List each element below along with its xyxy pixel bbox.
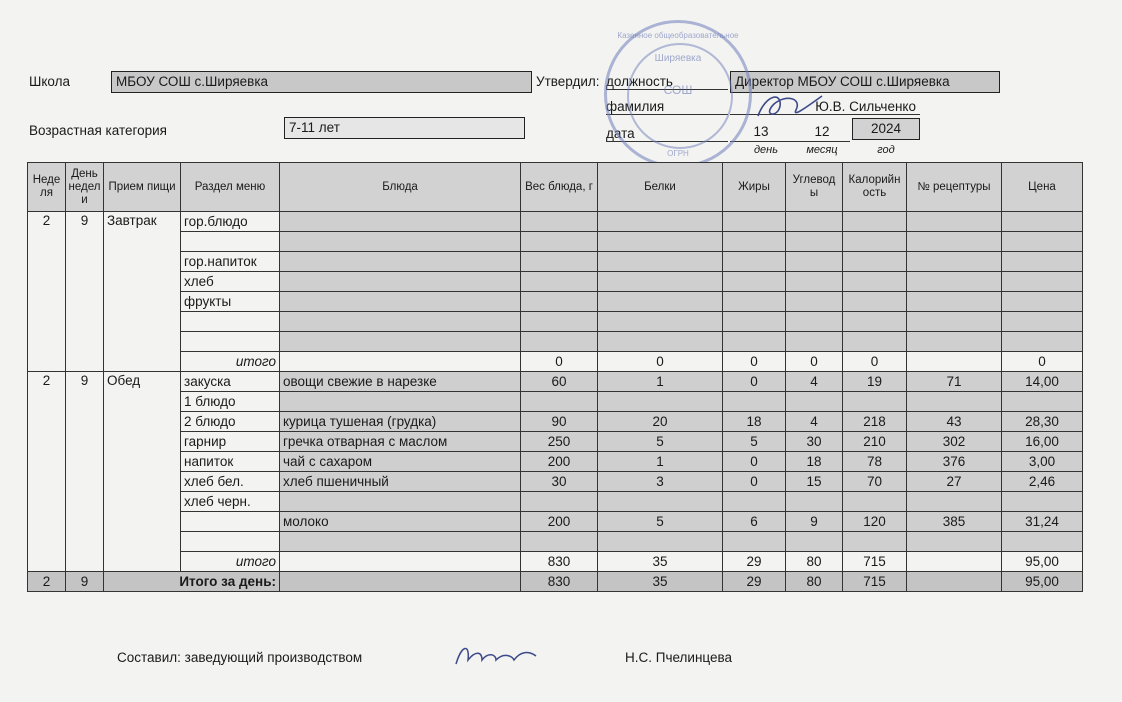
compiler-signature [452, 638, 542, 672]
price-cell [1002, 312, 1083, 332]
price-cell: 2,46 [1002, 472, 1083, 492]
fat-cell: 0 [723, 452, 786, 472]
carbs-cell [786, 492, 843, 512]
price-cell: 3,00 [1002, 452, 1083, 472]
recipe-cell [907, 532, 1002, 552]
date-month: 12 [814, 124, 830, 139]
fat-cell [723, 312, 786, 332]
carbs-cell: 4 [786, 412, 843, 432]
table-row [28, 512, 1083, 532]
fat-cell [723, 332, 786, 352]
carbs-cell: 18 [786, 452, 843, 472]
carbs-cell: 30 [786, 432, 843, 452]
section-cell: 2 блюдо [181, 412, 280, 432]
kcal-cell: 19 [843, 372, 907, 392]
table-row [28, 372, 1083, 392]
dish-cell: гречка отварная с маслом [280, 432, 521, 452]
price-cell [1002, 532, 1083, 552]
weight-cell [521, 252, 598, 272]
kcal-cell [843, 312, 907, 332]
subtotal-row [28, 352, 1083, 372]
day-total-row [28, 572, 1083, 592]
carbs-cell [786, 232, 843, 252]
protein-cell: 1 [598, 372, 723, 392]
col-dish: Блюда [280, 163, 521, 212]
recipe-cell [907, 292, 1002, 312]
recipe-cell [907, 492, 1002, 512]
weight-cell [521, 212, 598, 232]
table-row [28, 252, 1083, 272]
fat-cell: 0 [723, 372, 786, 392]
kcal-cell [843, 292, 907, 312]
section-cell: закуска [181, 372, 280, 392]
price-cell [1002, 272, 1083, 292]
protein-cell [598, 332, 723, 352]
section-cell: хлеб черн. [181, 492, 280, 512]
year-caption: год [877, 144, 895, 156]
week-cell: 2 [28, 212, 66, 372]
table-row [28, 392, 1083, 412]
school-label: Школа [29, 74, 71, 89]
kcal-cell: 210 [843, 432, 907, 452]
total-dish-cell [280, 572, 521, 592]
table-row [28, 432, 1083, 452]
dish-cell [280, 292, 521, 312]
col-weight: Вес блюда, г [521, 163, 598, 212]
school-value: МБОУ СОШ с.Ширяевка [111, 71, 532, 93]
table-row [28, 212, 1083, 232]
date-label: дата [606, 126, 728, 142]
recipe-cell [907, 392, 1002, 412]
kcal-cell [843, 272, 907, 292]
table-row [28, 532, 1083, 552]
subtotal-protein: 35 [598, 552, 723, 572]
fat-cell: 5 [723, 432, 786, 452]
day-caption: день [753, 144, 779, 156]
total-week: 2 [28, 572, 66, 592]
kcal-cell [843, 392, 907, 412]
section-cell: гарнир [181, 432, 280, 452]
carbs-cell: 4 [786, 372, 843, 392]
fat-cell [723, 532, 786, 552]
carbs-cell [786, 392, 843, 412]
total-fat: 29 [723, 572, 786, 592]
subtotal-label: итого [181, 552, 280, 572]
protein-cell [598, 492, 723, 512]
price-cell [1002, 332, 1083, 352]
subtotal-price: 0 [1002, 352, 1083, 372]
subtotal-weight: 0 [521, 352, 598, 372]
subtotal-label: итого [181, 352, 280, 372]
kcal-cell [843, 232, 907, 252]
carbs-cell: 9 [786, 512, 843, 532]
col-kcal: Калорийн ость [843, 163, 907, 212]
price-cell [1002, 492, 1083, 512]
director-signature [752, 86, 832, 126]
total-protein: 35 [598, 572, 723, 592]
recipe-cell: 376 [907, 452, 1002, 472]
carbs-cell: 15 [786, 472, 843, 492]
table-row [28, 232, 1083, 252]
date-year-box [852, 118, 920, 140]
section-cell: напиток [181, 452, 280, 472]
col-protein: Белки [598, 163, 723, 212]
kcal-cell: 78 [843, 452, 907, 472]
section-cell: фрукты [181, 292, 280, 312]
menu-table [27, 162, 1083, 592]
dish-cell [280, 392, 521, 412]
price-cell [1002, 252, 1083, 272]
total-recipe [907, 572, 1002, 592]
kcal-cell [843, 332, 907, 352]
recipe-cell [907, 232, 1002, 252]
carbs-cell [786, 212, 843, 232]
section-cell: гор.напиток [181, 252, 280, 272]
weight-cell: 90 [521, 412, 598, 432]
protein-cell [598, 252, 723, 272]
meal-cell: Обед [104, 372, 181, 572]
weight-cell: 60 [521, 372, 598, 392]
section-cell: хлеб бел. [181, 472, 280, 492]
section-cell [181, 232, 280, 252]
table-row [28, 272, 1083, 292]
table-row [28, 452, 1083, 472]
meal-cell: Завтрак [104, 212, 181, 372]
carbs-cell [786, 532, 843, 552]
section-cell: гор.блюдо [181, 212, 280, 232]
price-cell [1002, 232, 1083, 252]
fat-cell [723, 292, 786, 312]
compiled-label: Составил: заведующий производством [117, 650, 363, 665]
subtotal-dish-cell [280, 352, 521, 372]
col-price: Цена [1002, 163, 1083, 212]
fat-cell [723, 232, 786, 252]
section-cell [181, 512, 280, 532]
dish-cell [280, 232, 521, 252]
table-header [28, 163, 1083, 212]
fat-cell [723, 212, 786, 232]
carbs-cell [786, 272, 843, 292]
table-row [28, 472, 1083, 492]
kcal-cell: 218 [843, 412, 907, 432]
table-row [28, 412, 1083, 432]
price-cell: 14,00 [1002, 372, 1083, 392]
table-row [28, 492, 1083, 512]
weight-cell [521, 232, 598, 252]
recipe-cell [907, 252, 1002, 272]
dish-cell: чай с сахаром [280, 452, 521, 472]
protein-cell [598, 272, 723, 292]
dish-cell: овощи свежие в нарезке [280, 372, 521, 392]
section-cell: хлеб [181, 272, 280, 292]
col-week: Неде ля [28, 163, 66, 212]
protein-cell [598, 292, 723, 312]
col-carbs: Углевод ы [786, 163, 843, 212]
weight-cell [521, 392, 598, 412]
weight-cell: 200 [521, 512, 598, 532]
dish-cell [280, 492, 521, 512]
dish-cell [280, 272, 521, 292]
dish-cell: хлеб пшеничный [280, 472, 521, 492]
recipe-cell: 302 [907, 432, 1002, 452]
subtotal-price: 95,00 [1002, 552, 1083, 572]
kcal-cell [843, 492, 907, 512]
kcal-cell [843, 212, 907, 232]
kcal-cell: 70 [843, 472, 907, 492]
date-underline [730, 141, 850, 142]
fat-cell: 18 [723, 412, 786, 432]
dish-cell [280, 252, 521, 272]
official-stamp: Казенное общеобразовательное Ширяевка СОШ ОГРН [604, 20, 752, 168]
total-kcal: 715 [843, 572, 907, 592]
weight-cell: 200 [521, 452, 598, 472]
total-price: 95,00 [1002, 572, 1083, 592]
protein-cell: 1 [598, 452, 723, 472]
position-value: Директор МБОУ СОШ с.Ширяевка [730, 71, 1000, 93]
protein-cell [598, 312, 723, 332]
compiled-name: Н.С. Пчелинцева [625, 650, 733, 665]
weight-cell [521, 272, 598, 292]
carbs-cell [786, 252, 843, 272]
protein-cell: 20 [598, 412, 723, 432]
price-cell: 31,24 [1002, 512, 1083, 532]
carbs-cell [786, 312, 843, 332]
week-cell: 2 [28, 372, 66, 572]
fat-cell [723, 392, 786, 412]
age-value: 7-11 лет [284, 117, 525, 139]
total-weight: 830 [521, 572, 598, 592]
dish-cell: курица тушеная (грудка) [280, 412, 521, 432]
recipe-cell [907, 212, 1002, 232]
section-cell [181, 332, 280, 352]
section-cell [181, 532, 280, 552]
fat-cell [723, 272, 786, 292]
position-label: должность [606, 74, 728, 90]
fat-cell: 6 [723, 512, 786, 532]
subtotal-kcal: 0 [843, 352, 907, 372]
date-year: 2024 [870, 121, 902, 136]
fat-cell: 0 [723, 472, 786, 492]
surname-label: фамилия [606, 99, 728, 115]
weight-cell [521, 532, 598, 552]
subtotal-recipe [907, 352, 1002, 372]
surname-value: Ю.В. Сильченко [730, 99, 920, 115]
approved-label: Утвердил: [536, 74, 600, 89]
subtotal-recipe [907, 552, 1002, 572]
weight-cell [521, 332, 598, 352]
weight-cell [521, 312, 598, 332]
kcal-cell: 120 [843, 512, 907, 532]
subtotal-row [28, 552, 1083, 572]
col-section: Раздел меню [181, 163, 280, 212]
day-cell: 9 [66, 212, 104, 372]
weight-cell: 30 [521, 472, 598, 492]
subtotal-protein: 0 [598, 352, 723, 372]
dish-cell [280, 212, 521, 232]
recipe-cell: 27 [907, 472, 1002, 492]
section-cell [181, 312, 280, 332]
fat-cell [723, 492, 786, 512]
col-meal: Прием пищи [104, 163, 181, 212]
dish-cell: молоко [280, 512, 521, 532]
subtotal-carbs: 80 [786, 552, 843, 572]
col-day: День недел и [66, 163, 104, 212]
subtotal-weight: 830 [521, 552, 598, 572]
total-day: 9 [66, 572, 104, 592]
protein-cell: 5 [598, 512, 723, 532]
price-cell [1002, 212, 1083, 232]
subtotal-fat: 29 [723, 552, 786, 572]
table-row [28, 292, 1083, 312]
subtotal-carbs: 0 [786, 352, 843, 372]
weight-cell [521, 492, 598, 512]
kcal-cell [843, 532, 907, 552]
month-caption: месяц [806, 144, 838, 156]
carbs-cell [786, 292, 843, 312]
col-fat: Жиры [723, 163, 786, 212]
recipe-cell [907, 272, 1002, 292]
total-carbs: 80 [786, 572, 843, 592]
protein-cell [598, 232, 723, 252]
section-cell: 1 блюдо [181, 392, 280, 412]
subtotal-kcal: 715 [843, 552, 907, 572]
weight-cell: 250 [521, 432, 598, 452]
table-row [28, 312, 1083, 332]
recipe-cell: 71 [907, 372, 1002, 392]
recipe-cell: 43 [907, 412, 1002, 432]
subtotal-dish-cell [280, 552, 521, 572]
dish-cell [280, 532, 521, 552]
protein-cell [598, 392, 723, 412]
price-cell: 16,00 [1002, 432, 1083, 452]
table-row [28, 332, 1083, 352]
price-cell: 28,30 [1002, 412, 1083, 432]
protein-cell: 3 [598, 472, 723, 492]
subtotal-fat: 0 [723, 352, 786, 372]
protein-cell: 5 [598, 432, 723, 452]
recipe-cell [907, 332, 1002, 352]
protein-cell [598, 532, 723, 552]
price-cell [1002, 392, 1083, 412]
dish-cell [280, 312, 521, 332]
day-cell: 9 [66, 372, 104, 572]
col-recipe: № рецептуры [907, 163, 1002, 212]
kcal-cell [843, 252, 907, 272]
protein-cell [598, 212, 723, 232]
recipe-cell: 385 [907, 512, 1002, 532]
date-day: 13 [753, 124, 769, 139]
age-label: Возрастная категория [29, 123, 167, 138]
price-cell [1002, 292, 1083, 312]
recipe-cell [907, 312, 1002, 332]
carbs-cell [786, 332, 843, 352]
day-total-label: Итого за день: [104, 572, 280, 592]
dish-cell [280, 332, 521, 352]
fat-cell [723, 252, 786, 272]
weight-cell [521, 292, 598, 312]
